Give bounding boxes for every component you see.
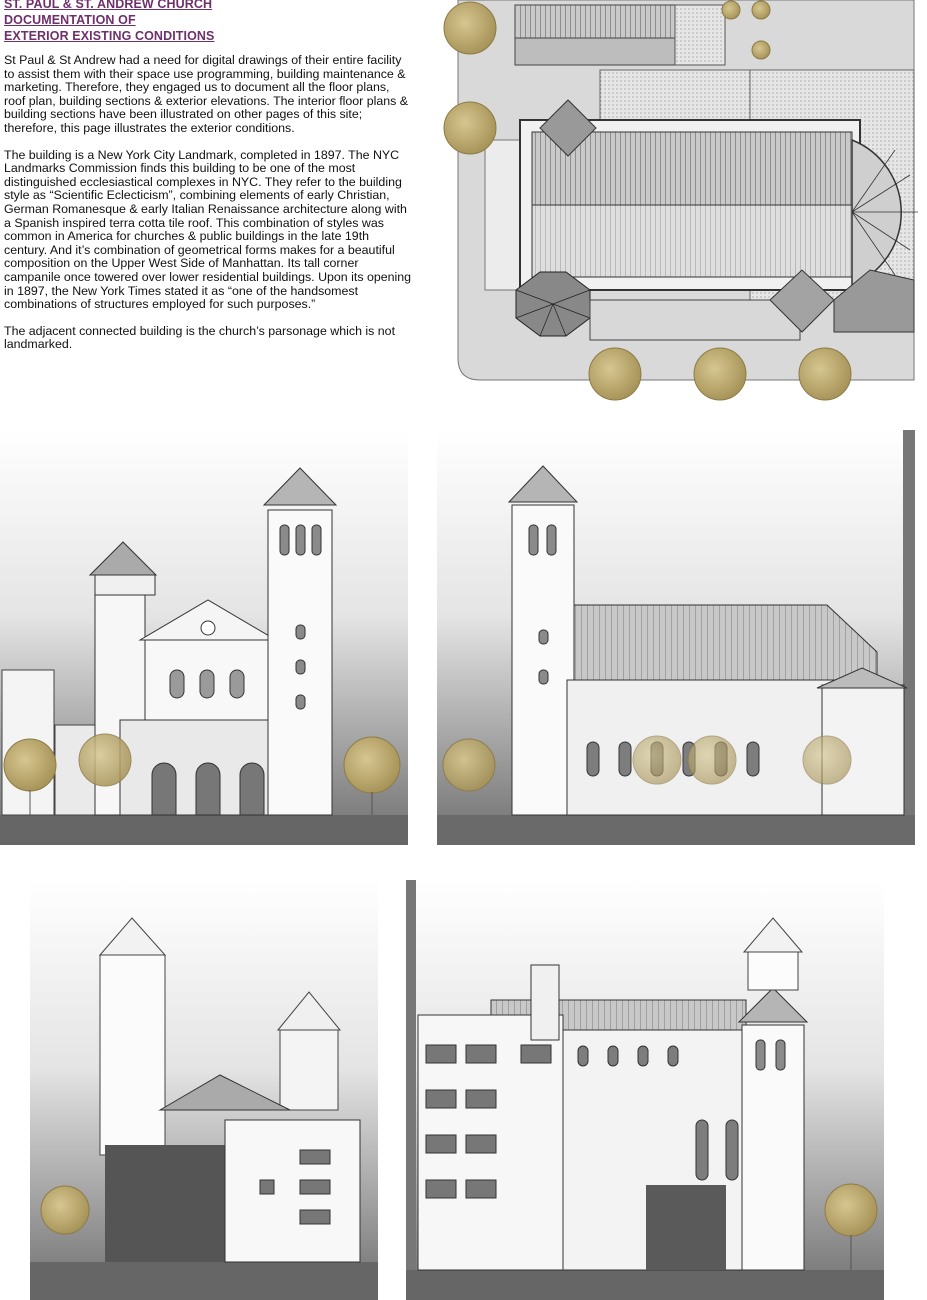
side-elevation-drawing [437, 430, 917, 845]
paragraph-landmark: The building is a New York City Landmark, completed in 1897. The NYC Landmarks Commission finds this building to be one of the most distinguished ecclesiastical complexes in NYC. They refer to the building style as “Scientific Eclecticism”, combining elements of early Christian, German Romanesque & early Italian Renaissance architecture along with a Spanish inspired terra cotta tile roof. This combination of styles was common in America for churches & public buildings in the late 19th century. And it’s combination of geometrical forms makes for a beautiful composition on the Upper West Side of Manhattan. Its tall corner campanile once towered over lower residential buildings. Upon its opening in 1897, the New York Times stated it as “one of the handsomest combinations of structures employed for such purposes.” [4, 147, 412, 312]
front-elevation-drawing [0, 430, 410, 845]
parsonage-elevation-drawing [406, 880, 886, 1300]
title-line-2[interactable]: DOCUMENTATION OF [4, 13, 136, 27]
description-text [4, 54, 412, 365]
roof-plan-drawing [440, 0, 920, 410]
page-title [4, 0, 304, 44]
title-line-3[interactable]: EXTERIOR EXISTING CONDITIONS [4, 29, 215, 43]
title-line-1[interactable]: ST. PAUL & ST. ANDREW CHURCH [4, 0, 213, 11]
paragraph-intro: St Paul & St Andrew had a need for digital drawings of their entire facility to assist them with their space use programming, building maintenance & marketing. Therefore, they engaged us to document all the floor plans, roof plan, building sections & exterior elevations. The interior floor plans & building sections have been illustrated on other pages of this site; therefore, this page illustrates the exterior conditions. [4, 53, 409, 135]
paragraph-parsonage: The adjacent connected building is the church’s parsonage which is not landmarked. [4, 323, 396, 352]
rear-elevation-drawing [30, 880, 380, 1300]
